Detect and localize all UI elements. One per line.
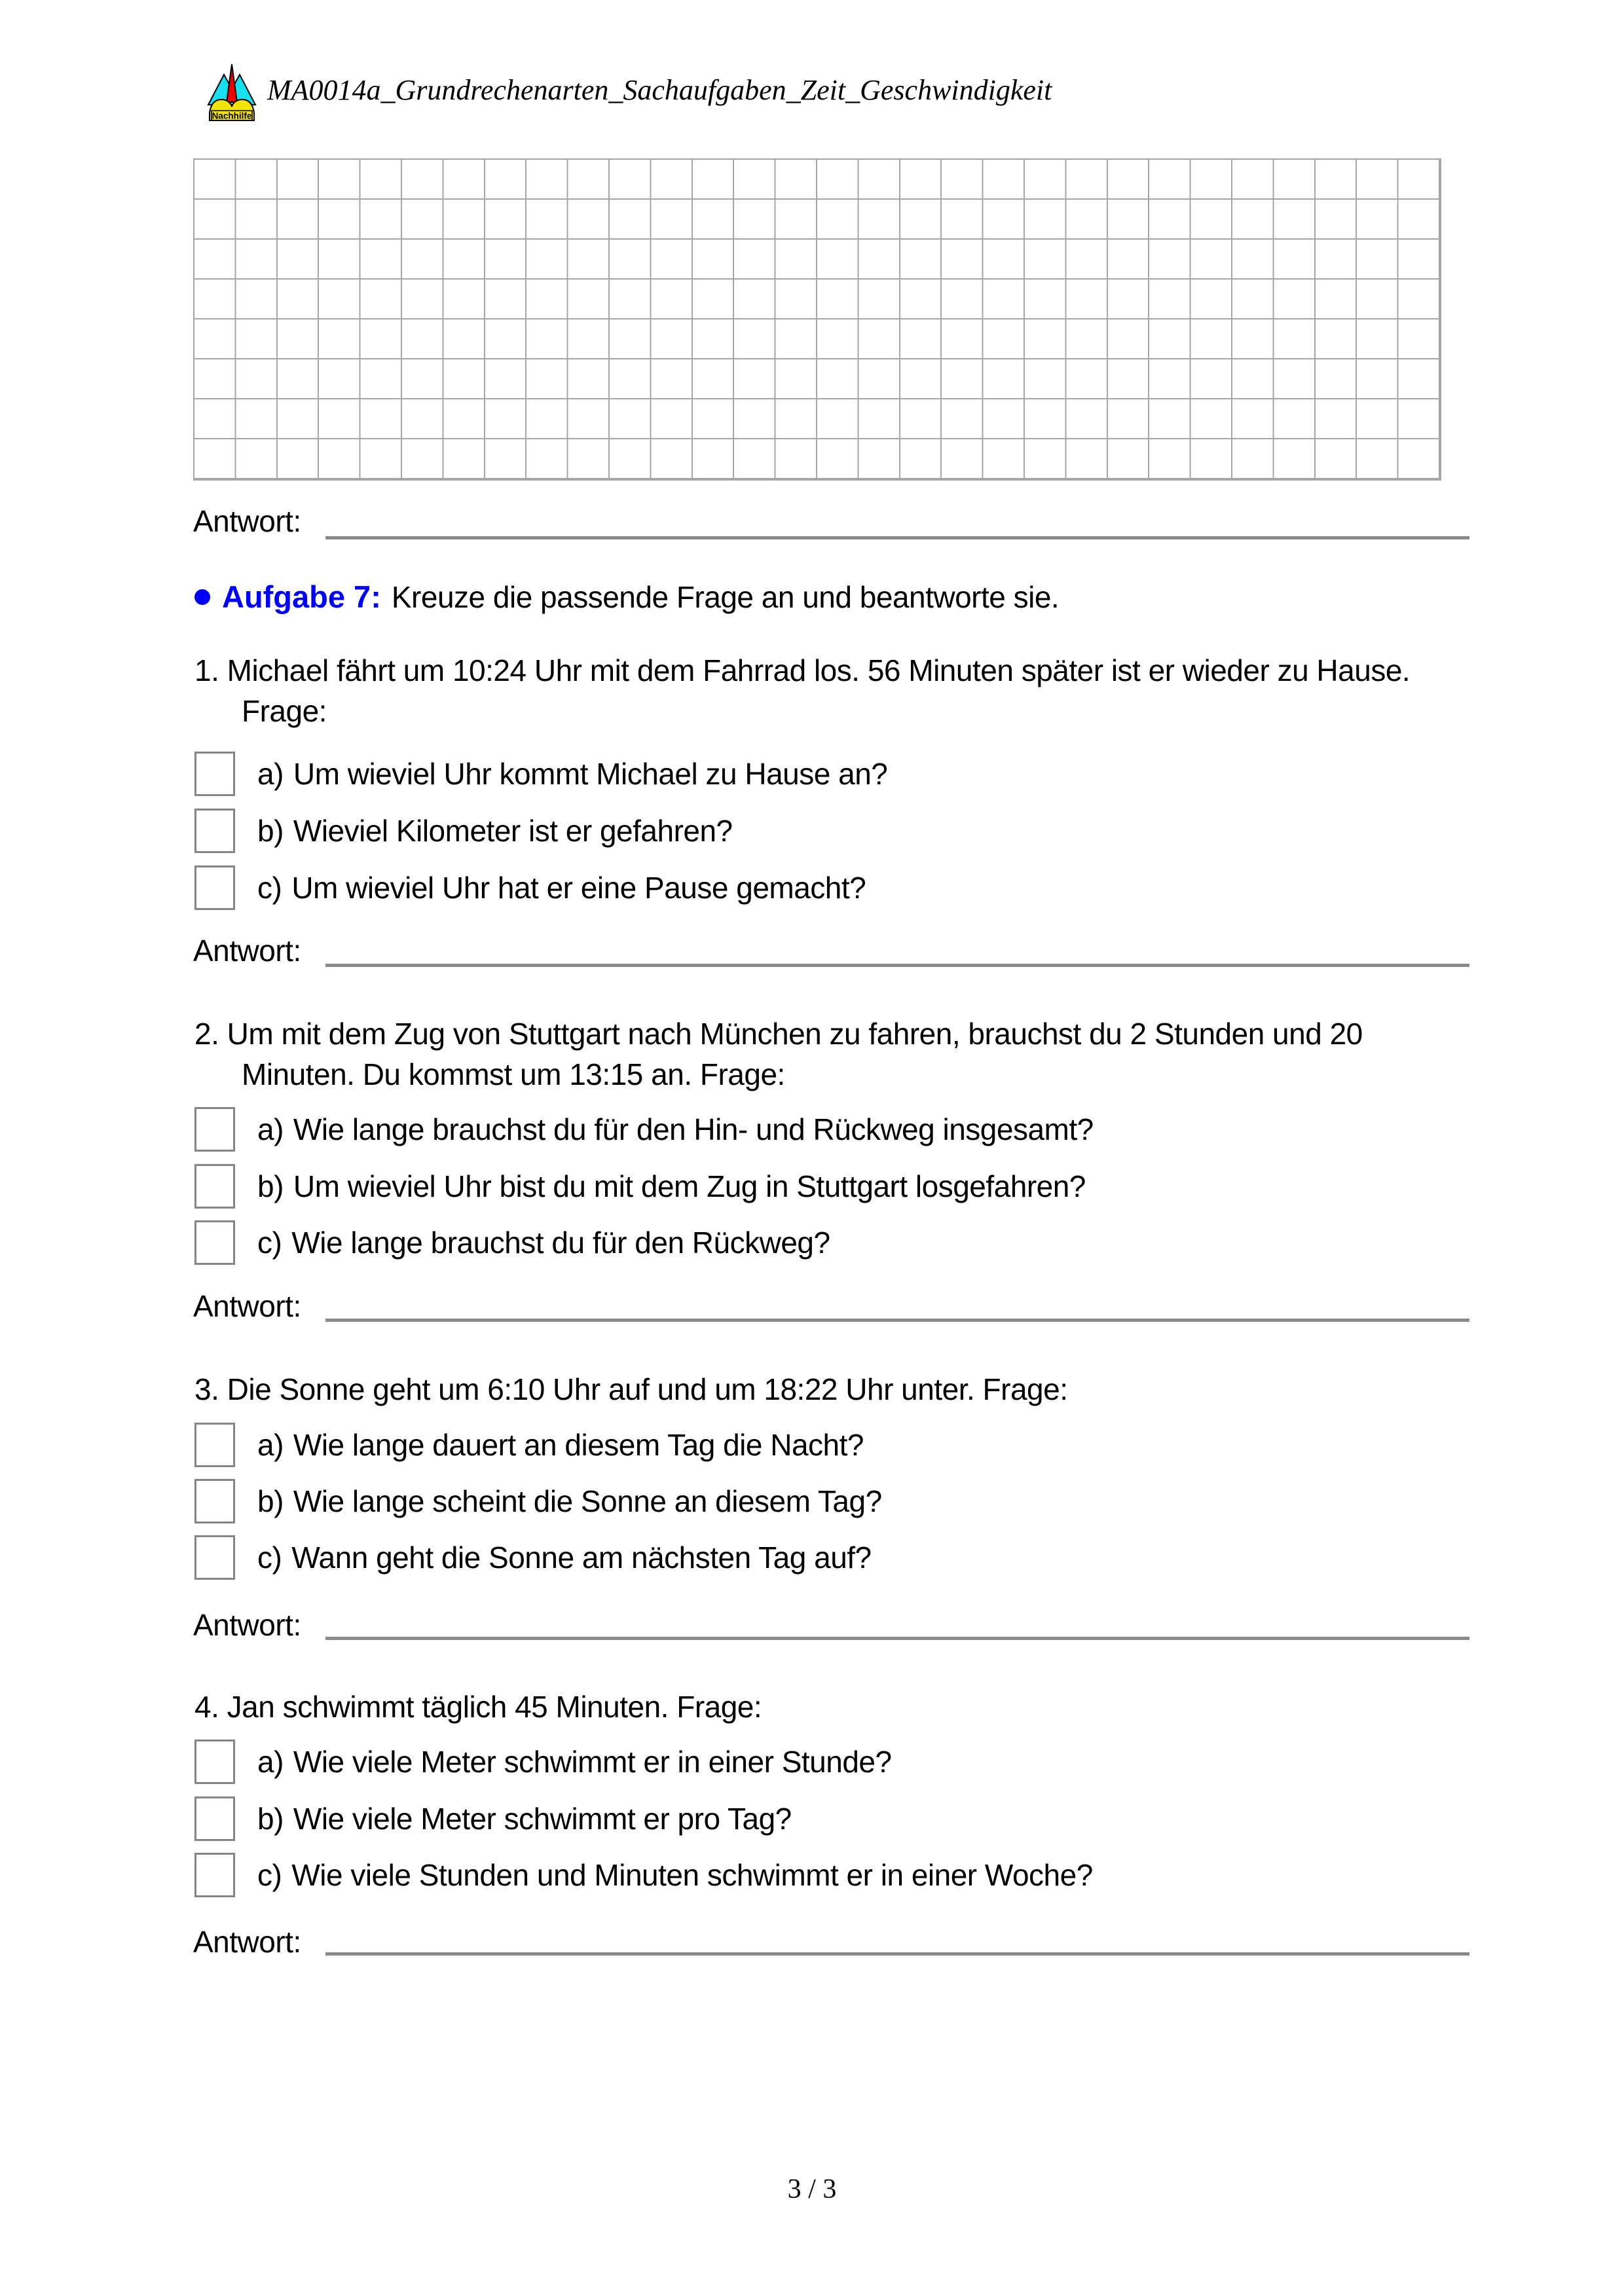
option-text: Wie viele Meter schwimmt er pro Tag? bbox=[293, 1802, 792, 1836]
question-4-option-a bbox=[194, 1738, 892, 1785]
checkbox[interactable] bbox=[194, 809, 235, 853]
answer-line[interactable] bbox=[325, 964, 1469, 967]
checkbox[interactable] bbox=[194, 1796, 235, 1841]
task-label: Aufgabe 7: bbox=[222, 579, 381, 614]
question-1-option-a bbox=[194, 750, 887, 797]
checkbox[interactable] bbox=[194, 1220, 235, 1265]
option-label: c) bbox=[257, 1858, 282, 1892]
nachhilfe-logo bbox=[207, 63, 257, 122]
question-1-option-c bbox=[194, 864, 866, 911]
option-label: a) bbox=[257, 1112, 284, 1146]
option-label: a) bbox=[257, 1745, 284, 1779]
answer-line[interactable] bbox=[325, 1952, 1469, 1956]
question-number: 1. bbox=[194, 653, 219, 687]
question-3-option-b bbox=[194, 1478, 882, 1525]
question-number: 2. bbox=[194, 1017, 219, 1051]
question-2-option-c bbox=[194, 1219, 830, 1266]
option-text: Wie lange scheint die Sonne an diesem Tag? bbox=[293, 1484, 882, 1518]
checkbox[interactable] bbox=[194, 1164, 235, 1209]
page-title: MA0014a_Grundrechenarten_Sachaufgaben_Zeit_Geschwindigkeit bbox=[267, 74, 1052, 106]
option-label: b) bbox=[257, 1484, 284, 1518]
answer-label: Antwort: bbox=[193, 1608, 301, 1642]
task-instruction: Kreuze die passende Frage an und beantworte sie. bbox=[391, 579, 1060, 614]
question-4 bbox=[194, 1686, 1473, 1727]
option-text: Wie lange brauchst du für den Hin- und Rückweg insgesamt? bbox=[293, 1112, 1094, 1146]
option-text: Um wieviel Uhr hat er eine Pause gemacht? bbox=[291, 871, 866, 905]
bullet-icon bbox=[194, 589, 210, 605]
checkbox[interactable] bbox=[194, 1423, 235, 1467]
question-2-option-a bbox=[194, 1106, 1094, 1153]
task-heading bbox=[194, 579, 1059, 615]
checkbox[interactable] bbox=[194, 1479, 235, 1523]
answer-label: Antwort: bbox=[193, 1289, 301, 1323]
option-text: Um wieviel Uhr kommt Michael zu Hause an? bbox=[293, 757, 888, 791]
answer-label: Antwort: bbox=[193, 504, 301, 538]
question-4-option-c bbox=[194, 1851, 1093, 1899]
option-text: Wieviel Kilometer ist er gefahren? bbox=[293, 814, 733, 848]
answer-line[interactable] bbox=[325, 1319, 1469, 1322]
option-text: Wie viele Stunden und Minuten schwimmt er in einer Woche? bbox=[291, 1858, 1093, 1892]
option-text: Wie lange brauchst du für den Rückweg? bbox=[291, 1226, 830, 1260]
option-label: a) bbox=[257, 757, 284, 791]
option-label: c) bbox=[257, 871, 282, 905]
question-4-option-b bbox=[194, 1795, 792, 1842]
question-2-option-b bbox=[194, 1163, 1086, 1210]
option-text: Wann geht die Sonne am nächsten Tag auf? bbox=[291, 1540, 872, 1575]
question-text: Jan schwimmt täglich 45 Minuten. Frage: bbox=[227, 1690, 762, 1724]
question-number: 3. bbox=[194, 1372, 219, 1406]
checkbox[interactable] bbox=[194, 752, 235, 796]
option-label: c) bbox=[257, 1226, 282, 1260]
checkbox[interactable] bbox=[194, 1853, 235, 1897]
option-label: a) bbox=[257, 1428, 284, 1462]
answer-line[interactable] bbox=[325, 536, 1469, 539]
question-text: Die Sonne geht um 6:10 Uhr auf und um 18:22 Uhr unter. Frage: bbox=[227, 1372, 1068, 1406]
logo-text: Nachhilfe bbox=[212, 111, 252, 121]
question-2 bbox=[194, 1013, 1473, 1095]
option-label: b) bbox=[257, 1802, 284, 1836]
question-1 bbox=[194, 650, 1473, 731]
question-3-option-a bbox=[194, 1421, 864, 1468]
question-text: Um mit dem Zug von Stuttgart nach München zu fahren, brauchst du 2 Stunden und 20 Minuten. Du kommst um 13:15 an. Frage: bbox=[227, 1017, 1363, 1091]
answer-label: Antwort: bbox=[193, 1925, 301, 1959]
option-text: Wie viele Meter schwimmt er in einer Stunde? bbox=[293, 1745, 892, 1779]
answer-label: Antwort: bbox=[193, 934, 301, 968]
answer-line[interactable] bbox=[325, 1637, 1469, 1640]
question-number: 4. bbox=[194, 1690, 219, 1724]
checkbox[interactable] bbox=[194, 1740, 235, 1784]
option-text: Wie lange dauert an diesem Tag die Nacht? bbox=[293, 1428, 864, 1462]
mountain-logo-icon bbox=[207, 63, 257, 122]
option-label: c) bbox=[257, 1540, 282, 1575]
checkbox[interactable] bbox=[194, 1107, 235, 1152]
checkbox[interactable] bbox=[194, 866, 235, 910]
option-text: Um wieviel Uhr bist du mit dem Zug in Stuttgart losgefahren? bbox=[293, 1169, 1086, 1203]
question-1-option-b bbox=[194, 807, 733, 854]
question-3 bbox=[194, 1369, 1473, 1410]
question-3-option-c bbox=[194, 1534, 872, 1581]
calculation-grid bbox=[193, 158, 1441, 481]
option-label: b) bbox=[257, 814, 284, 848]
option-label: b) bbox=[257, 1169, 284, 1203]
page-number: 3 / 3 bbox=[787, 2174, 837, 2204]
checkbox[interactable] bbox=[194, 1535, 235, 1580]
question-text: Michael fährt um 10:24 Uhr mit dem Fahrrad los. 56 Minuten später ist er wieder zu Hause. Frage: bbox=[227, 653, 1411, 728]
